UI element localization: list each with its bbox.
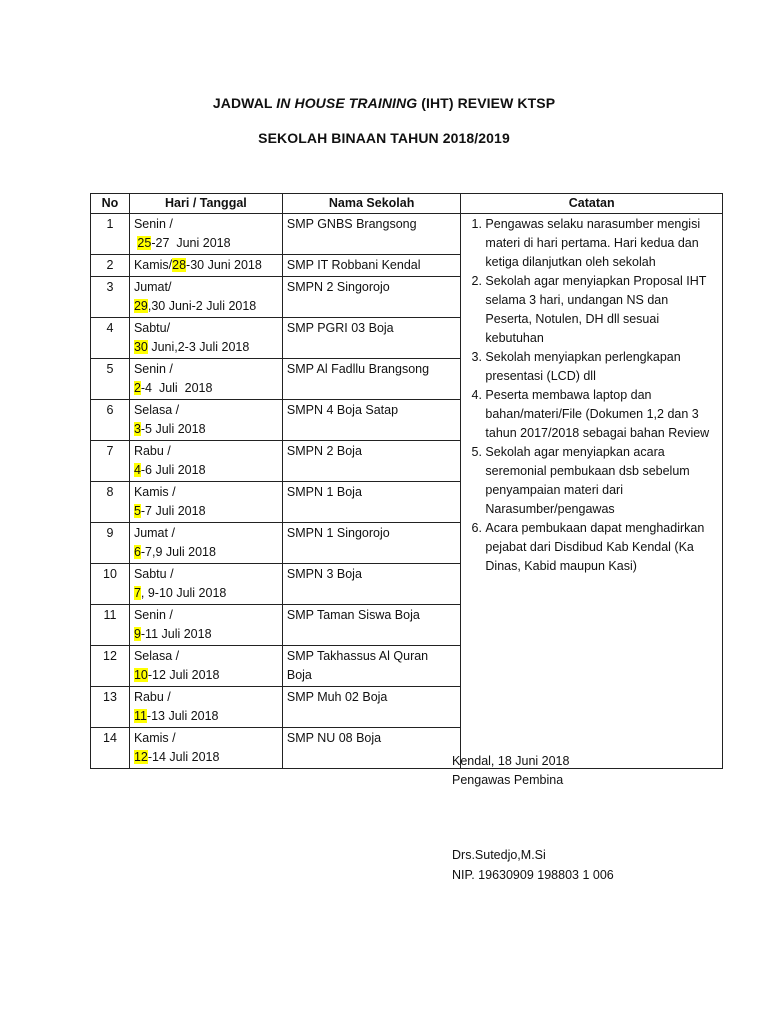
row-date-highlight: 7	[133, 586, 141, 600]
signature-nip: NIP. 19630909 198803 1 006	[452, 868, 614, 882]
row-school: SMP Muh 02 Boja	[282, 687, 461, 728]
row-day-name: Senin /	[133, 362, 173, 376]
row-date	[129, 728, 282, 769]
row-school: SMP Taman Siswa Boja	[282, 605, 461, 646]
row-day-name: Kamis/	[133, 258, 173, 272]
row-number: 7	[91, 441, 130, 482]
signature-name: Drs.Sutedjo,M.Si	[452, 848, 546, 862]
row-date-range: -4 Juli 2018	[140, 381, 213, 395]
notes-list	[465, 215, 718, 576]
row-date	[129, 255, 282, 277]
row-date-highlight: 2	[133, 381, 141, 395]
table-row	[91, 214, 723, 255]
row-school: SMPN 4 Boja Satap	[282, 400, 461, 441]
row-date-range: -6 Juli 2018	[140, 463, 206, 477]
row-number: 1	[91, 214, 130, 255]
row-date-highlight: 9	[133, 627, 141, 641]
row-number: 6	[91, 400, 130, 441]
header-no: No	[91, 194, 130, 214]
table-header-row	[91, 194, 723, 214]
row-date	[129, 441, 282, 482]
row-day-name: Senin /	[133, 608, 173, 622]
row-date-range: -13 Juli 2018	[146, 709, 219, 723]
row-date	[129, 564, 282, 605]
row-date-highlight: 11	[133, 709, 147, 723]
row-number: 2	[91, 255, 130, 277]
row-date-highlight: 28	[172, 258, 187, 272]
row-number: 3	[91, 277, 130, 318]
row-date-range: -5 Juli 2018	[140, 422, 206, 436]
row-school: SMP NU 08 Boja	[282, 728, 461, 769]
row-date-highlight: 29	[133, 299, 148, 313]
title-prefix: JADWAL	[212, 95, 277, 111]
row-date-highlight: 30	[133, 340, 148, 354]
row-school: SMPN 1 Boja	[282, 482, 461, 523]
row-number: 5	[91, 359, 130, 400]
row-day-name: Jumat /	[133, 526, 175, 540]
row-number: 12	[91, 646, 130, 687]
note-item: 3. Sekolah menyiapkan perlengkapan presentasi (LCD) dll	[485, 348, 718, 386]
row-date-highlight: 3	[133, 422, 141, 436]
schedule-table	[90, 193, 723, 769]
row-number: 4	[91, 318, 130, 359]
row-school: SMP Takhassus Al Quran Boja	[282, 646, 461, 687]
row-date	[129, 646, 282, 687]
document-title	[0, 95, 768, 111]
row-number: 11	[91, 605, 130, 646]
row-date-highlight: 12	[133, 750, 148, 764]
row-date	[129, 605, 282, 646]
row-school: SMPN 3 Boja	[282, 564, 461, 605]
row-date-range: -12 Juli 2018	[147, 668, 220, 682]
note-item: 2. Sekolah agar menyiapkan Proposal IHT selama 3 hari, undangan NS dan Peserta, Notulen, DH dll sesuai kebutuhan	[485, 272, 718, 348]
row-date-range: -30 Juni 2018	[186, 258, 262, 272]
row-school: SMP GNBS Brangsong	[282, 214, 461, 255]
row-date	[129, 277, 282, 318]
row-day-name: Sabtu/	[133, 321, 171, 335]
row-school: SMP PGRI 03 Boja	[282, 318, 461, 359]
row-day-name: Rabu /	[133, 690, 171, 704]
row-date-range: -27 Juni 2018	[151, 236, 231, 250]
row-date	[129, 214, 282, 255]
row-day-name: Jumat/	[133, 280, 172, 294]
row-date-highlight: 25	[137, 236, 152, 250]
document-subtitle: SEKOLAH BINAAN TAHUN 2018/2019	[258, 130, 510, 146]
row-date	[129, 687, 282, 728]
row-day-name: Rabu /	[133, 444, 171, 458]
row-date-range: -7,9 Juli 2018	[140, 545, 216, 559]
note-item: 1. Pengawas selaku narasumber mengisi materi di hari pertama. Hari kedua dan ketiga dilanjutkan oleh sekolah	[485, 215, 718, 272]
row-date-range: -7 Juli 2018	[140, 504, 206, 518]
row-day-name: Kamis /	[133, 731, 176, 745]
row-school: SMPN 1 Singorojo	[282, 523, 461, 564]
header-school: Nama Sekolah	[282, 194, 461, 214]
note-item: 6. Acara pembukaan dapat menghadirkan pejabat dari Disdibud Kab Kendal (Ka Dinas, Kabid maupun Kasi)	[485, 519, 718, 576]
note-item: 5. Sekolah agar menyiapkan acara seremonial pembukaan dsb sebelum penyampaian materi dari Narasumber/pengawas	[485, 443, 718, 519]
row-day-name: Selasa /	[133, 649, 180, 663]
row-date-highlight: 6	[133, 545, 141, 559]
row-date-highlight: 5	[133, 504, 141, 518]
row-school: SMPN 2 Singorojo	[282, 277, 461, 318]
row-day-name: Senin /	[133, 217, 173, 231]
title-suffix: (IHT) REVIEW KTSP	[417, 95, 556, 111]
row-date-range: -14 Juli 2018	[147, 750, 220, 764]
row-date-range: , 9-10 Juli 2018	[140, 586, 227, 600]
row-day-name: Selasa /	[133, 403, 180, 417]
notes-cell	[461, 214, 723, 769]
row-number: 13	[91, 687, 130, 728]
row-date-range: ,30 Juni-2 Juli 2018	[147, 299, 257, 313]
row-school: SMPN 2 Boja	[282, 441, 461, 482]
header-notes: Catatan	[461, 194, 723, 214]
row-school: SMP Al Fadllu Brangsong	[282, 359, 461, 400]
signature-place-date: Kendal, 18 Juni 2018	[452, 754, 570, 768]
row-date-range: Juni,2-3 Juli 2018	[147, 340, 250, 354]
row-date	[129, 318, 282, 359]
row-day-name: Sabtu /	[133, 567, 174, 581]
row-date-range: -11 Juli 2018	[140, 627, 212, 641]
row-number: 10	[91, 564, 130, 605]
signature-role: Pengawas Pembina	[452, 773, 564, 787]
row-number: 9	[91, 523, 130, 564]
row-date	[129, 523, 282, 564]
row-date-highlight: 10	[133, 668, 148, 682]
row-date	[129, 482, 282, 523]
row-school: SMP IT Robbani Kendal	[282, 255, 461, 277]
title-italic: IN HOUSE TRAINING	[276, 95, 418, 111]
row-date	[129, 400, 282, 441]
row-day-name: Kamis /	[133, 485, 176, 499]
row-date-highlight: 4	[133, 463, 141, 477]
row-number: 14	[91, 728, 130, 769]
note-item: 4. Peserta membawa laptop dan bahan/materi/File (Dokumen 1,2 dan 3 tahun 2017/2018 sebagai bahan Review	[485, 386, 718, 443]
row-date	[129, 359, 282, 400]
header-day: Hari / Tanggal	[129, 194, 282, 214]
row-number: 8	[91, 482, 130, 523]
